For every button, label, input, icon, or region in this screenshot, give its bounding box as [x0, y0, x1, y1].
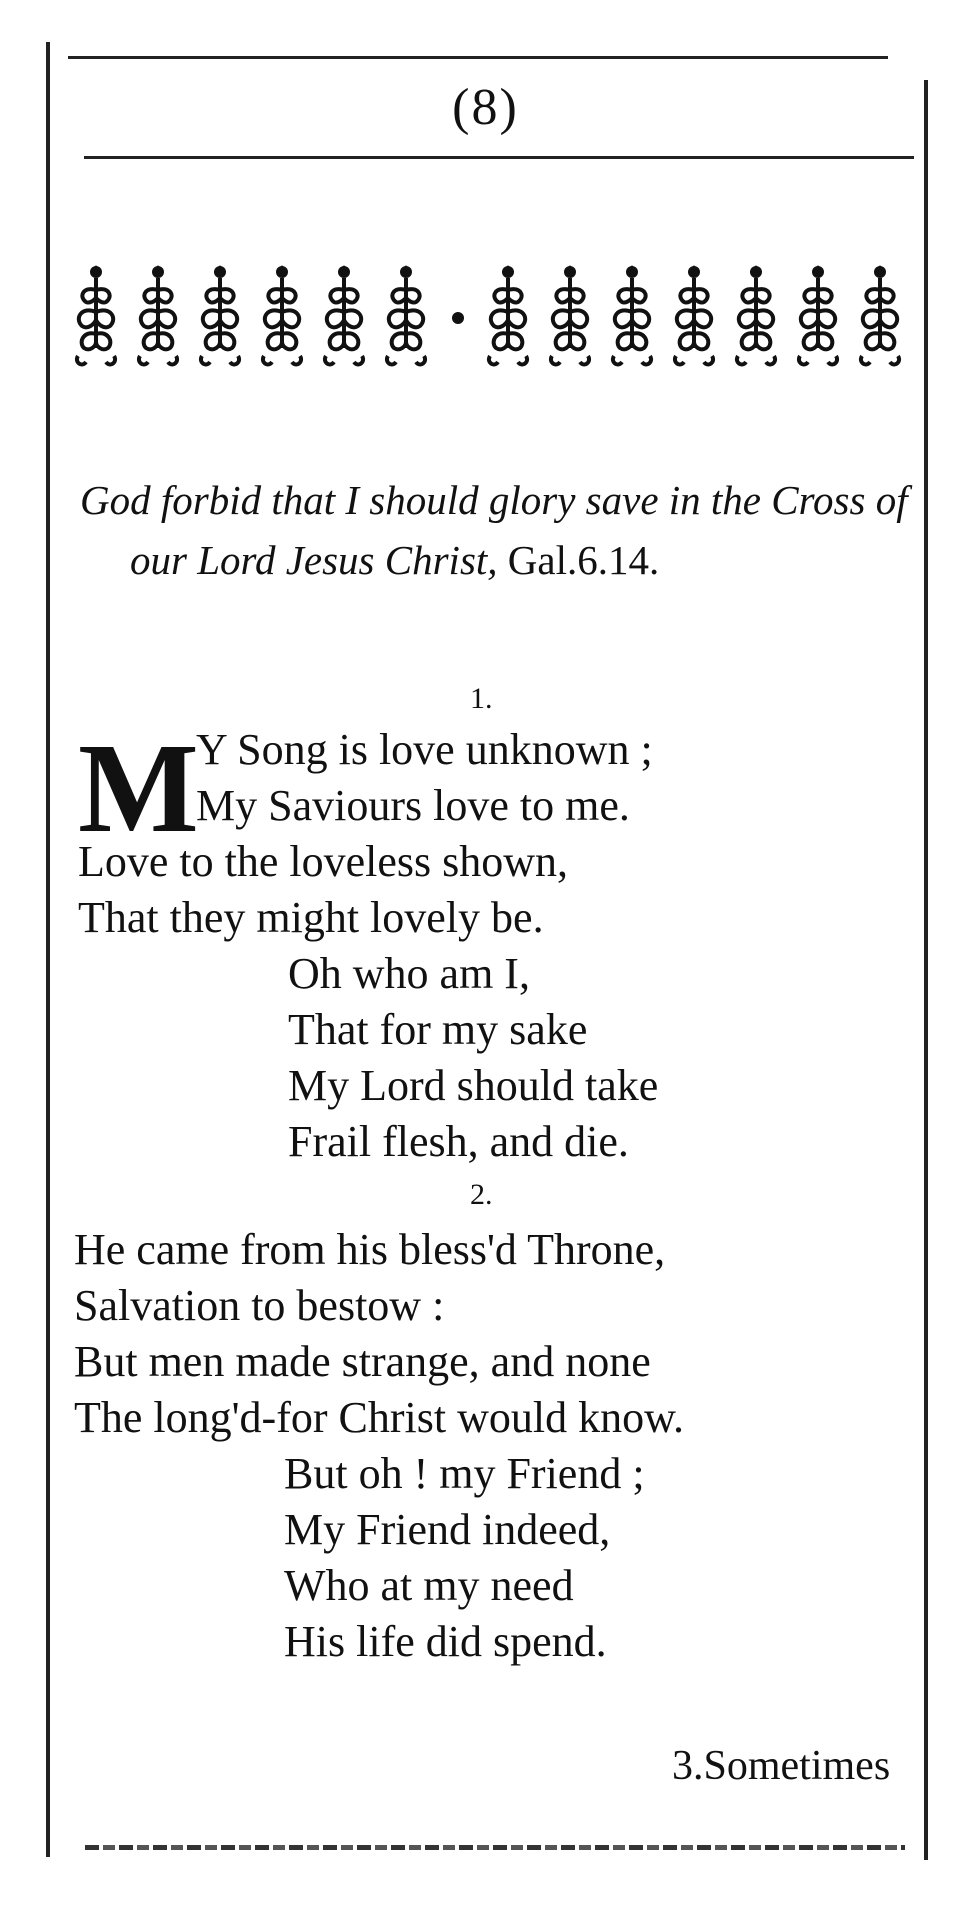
verse-line: Love to the loveless shown, [78, 837, 569, 886]
verse-line: My Lord should take [288, 1061, 659, 1110]
verse-line: Frail flesh, and die. [288, 1117, 629, 1166]
epigraph [80, 470, 930, 590]
stanza-number-1: 1. [470, 682, 493, 715]
epigraph-line-2 [80, 530, 930, 590]
verse-line: Salvation to bestow : [74, 1281, 445, 1330]
floral-ornament-band [72, 258, 910, 374]
stanza-1-line: My Saviours love to me. [196, 781, 630, 830]
epigraph-line-1: God forbid that I should glory save in the Cross of [80, 477, 908, 523]
right-border-rule [924, 80, 928, 1860]
bottom-rule [85, 1845, 905, 1850]
verse-line: Oh who am I, [288, 949, 530, 998]
left-border-rule [46, 42, 50, 1857]
stanza-1-line [78, 834, 658, 1170]
verse-line: That they might lovely be. [78, 893, 544, 942]
top-rule [68, 56, 888, 59]
drop-cap: M [78, 717, 199, 859]
stanza-1-first-line: Y Song is love unknown ; [196, 725, 653, 774]
epigraph-reference: Gal.6.14. [507, 537, 660, 583]
verse-line: My Friend indeed, [284, 1505, 611, 1554]
verse-line: But men made strange, and none [74, 1337, 651, 1386]
epigraph-line-2-text: our Lord Jesus Christ, [130, 537, 498, 583]
stanza-2 [74, 1222, 684, 1670]
verse-line: That for my sake [288, 1005, 588, 1054]
verse-line: But oh ! my Friend ; [284, 1449, 645, 1498]
page-number: (8) [452, 79, 519, 136]
stanza-number-2: 2. [470, 1178, 493, 1211]
catchword: 3.Sometimes [672, 1743, 891, 1789]
verse-line: He came from his bless'd Throne, [74, 1225, 666, 1274]
verse-line: The long'd-for Christ would know. [74, 1393, 685, 1442]
verse-line: His life did spend. [284, 1617, 607, 1666]
verse-line: Who at my need [284, 1561, 574, 1610]
header-rule [84, 156, 914, 159]
